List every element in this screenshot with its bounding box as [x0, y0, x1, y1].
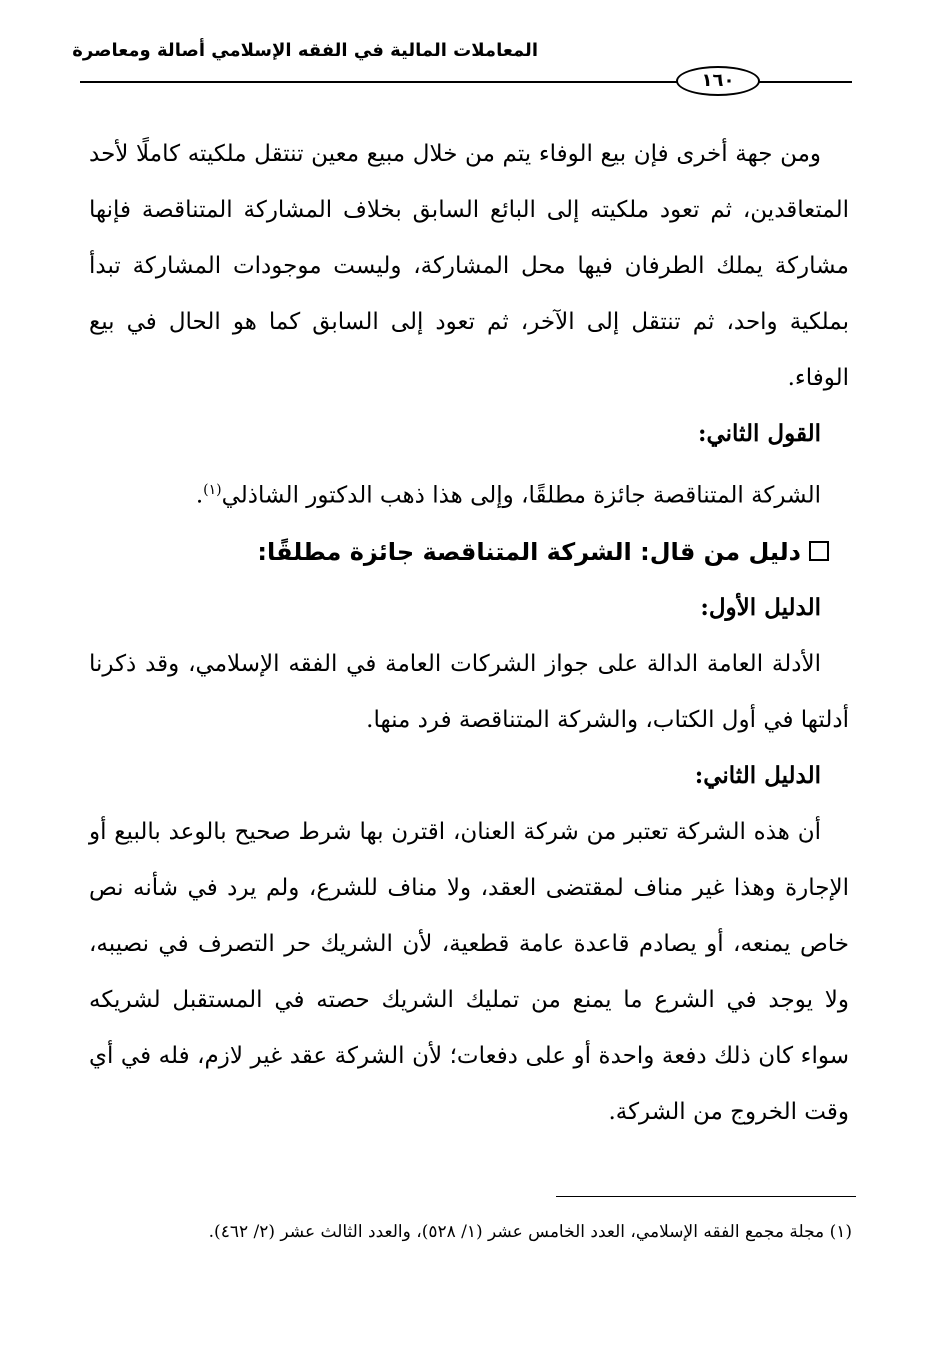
footnote-text: مجلة مجمع الفقه الإسلامي، العدد الخامس عشر (١/ ٥٢٨)، والعدد الثالث عشر (٢/ ٤٦٢).	[208, 1222, 825, 1242]
footnote-item	[88, 1212, 852, 1252]
heading-second-opinion: القول الثاني:	[697, 420, 821, 447]
heading-evidence-text: دليل من قال: الشركة المتناقصة جائزة مطلقًا:	[257, 537, 801, 566]
paragraph-4: أن هذه الشركة تعتبر من شركة العنان، اقترن بها شرط صحيح بالوعد بالبيع أو الإجارة وهذا غير مناف لمقتضى العقد، ولا مناف للشرع، ولم يرد في شأنه نص خاص يمنعه، أو يصادم قاعدة عامة قطعية، لأن الشريك حر التصرف في نصيبه، ولا يوجد في الشرع ما يمنع من تمليك الشريك حصته في المستقبل لشريكه سواء كان ذلك دفعة واحدة أو على دفعات؛ لأن الشركة عقد غير لازم، فله في أي وقت الخروج من الشركة.	[89, 818, 849, 1125]
footnote-separator	[556, 1196, 856, 1197]
square-bullet-icon	[809, 541, 829, 561]
heading-evidence	[89, 524, 849, 580]
footnotes	[88, 1212, 852, 1252]
heading-second-proof: الدليل الثاني:	[694, 761, 821, 789]
footnote-marker: (١)	[829, 1222, 852, 1242]
paragraph-2	[89, 462, 849, 524]
main-text	[89, 126, 849, 1140]
paragraph-2-end: .	[195, 482, 204, 509]
heading-first-proof: الدليل الأول:	[700, 593, 821, 621]
running-header-title: المعاملات المالية في الفقه الإسلامي أصالة ومعاصرة	[72, 40, 538, 61]
paragraph-3: الأدلة العامة الدالة على جواز الشركات العامة في الفقه الإسلامي، وقد ذكرنا أدلتها في أول الكتاب، والشركة المتناقصة فرد منها.	[89, 650, 849, 733]
footnote-reference[interactable]: (١)	[203, 482, 222, 498]
paragraph-1: ومن جهة أخرى فإن بيع الوفاء يتم من خلال مبيع معين تنتقل ملكيته كاملًا لأحد المتعاقدين، ثم تعود ملكيته إلى البائع السابق بخلاف المشاركة المتناقصة فإنها مشاركة يملك الطرفان فيها محل المشاركة، وليست موجودات المشاركة تبدأ بملكية واحد، ثم تنتقل إلى الآخر، ثم تعود إلى السابق كما هو الحال في بيع الوفاء.	[89, 141, 849, 391]
paragraph-2-text: الشركة المتناقصة جائزة مطلقًا، وإلى هذا ذهب الدكتور الشاذلي	[221, 482, 821, 509]
page-number: ١٦٠	[676, 66, 760, 96]
